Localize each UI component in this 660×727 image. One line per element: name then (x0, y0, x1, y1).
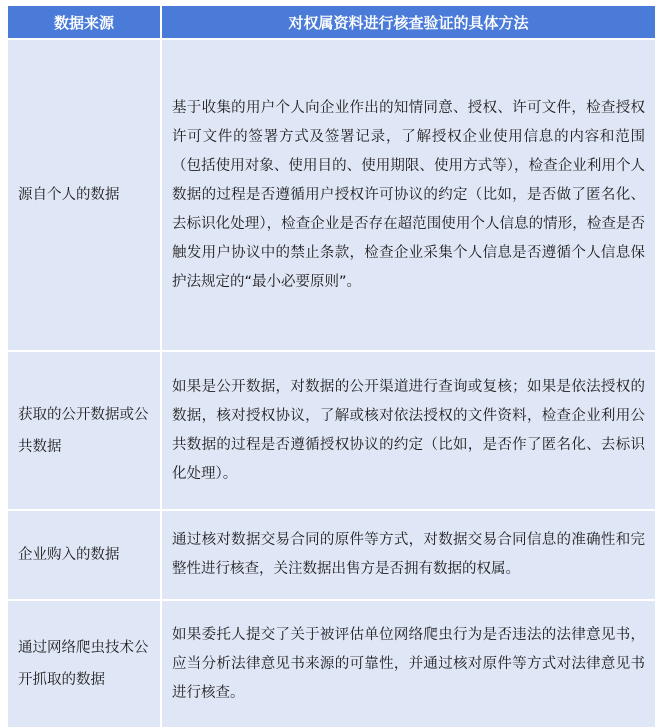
header-source: 数据来源 (8, 6, 161, 39)
header-row (8, 6, 655, 39)
row-source-personal: 源自个人的数据 (8, 39, 161, 351)
table-row (8, 510, 655, 600)
table-body (8, 39, 655, 727)
row-source-purchased: 企业购入的数据 (8, 510, 161, 600)
table-row (8, 39, 655, 351)
table-row (8, 600, 655, 727)
header-method: 对权属资料进行核查验证的具体方法 (161, 6, 655, 39)
row-method-crawler: 如果委托人提交了关于被评估单位网络爬虫行为是否违法的法律意见书，应当分析法律意见书来源的可靠性，并通过核对原件等方式对法律意见书进行核查。 (161, 600, 655, 727)
data-source-verification-table (8, 6, 655, 727)
row-method-purchased: 通过核对数据交易合同的原件等方式，对数据交易合同信息的准确性和完整性进行核查，关注数据出售方是否拥有数据的权属。 (161, 510, 655, 600)
row-method-personal: 基于收集的用户个人向企业作出的知情同意、授权、许可文件，检查授权许可文件的签署方式及签署记录，了解授权企业使用信息的内容和范围（包括使用对象、使用目的、使用期限、使用方式等），检查企业利用个人数据的过程是否遵循用户授权许可协议的约定（比如，是否做了匿名化、去标识化处理），检查企业是否存在超范围使用个人信息的情形，检查是否触发用户协议中的禁止条款，检查企业采集个人信息是否遵循个人信息保护法规定的“最小必要原则”。 (161, 39, 655, 351)
table-header (8, 6, 655, 39)
row-source-crawler: 通过网络爬虫技术公开抓取的数据 (8, 600, 161, 727)
verification-table (8, 6, 655, 727)
row-source-public: 获取的公开数据或公共数据 (8, 351, 161, 510)
row-method-public: 如果是公开数据，对数据的公开渠道进行查询或复核；如果是依法授权的数据，核对授权协议，了解或核对依法授权的文件资料，检查企业利用公共数据的过程是否遵循授权协议的约定（比如，是否作了匿名化、去标识化处理）。 (161, 351, 655, 510)
table-row (8, 351, 655, 510)
